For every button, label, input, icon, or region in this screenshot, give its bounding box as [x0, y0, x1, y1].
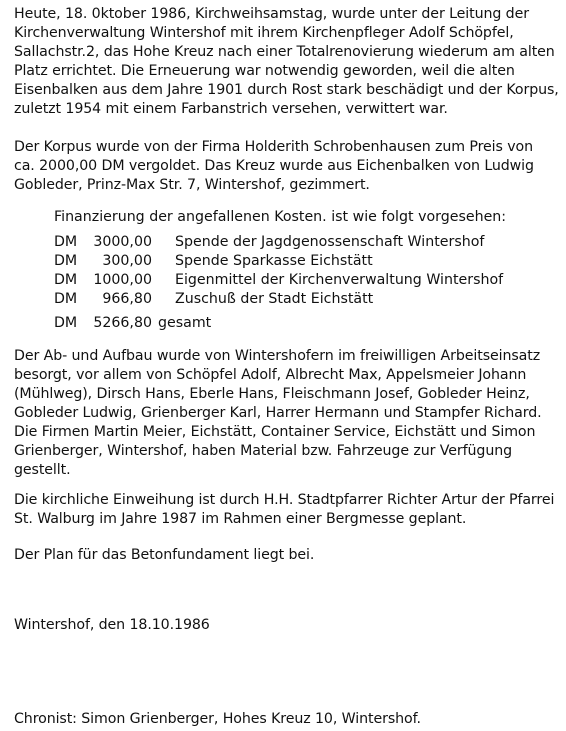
financing-row [54, 271, 554, 290]
paragraph-consecration: Die kirchliche Einweihung ist durch H.H. Stadtpfarrer Richter Artur der Pfarrei St. Walburg im Jahre 1987 im Rahmen einer Bergmesse geplant. [14, 492, 555, 527]
financing-row [54, 252, 554, 271]
financing-currency: DM [54, 291, 78, 307]
financing-amount: 300,00 [102, 253, 152, 269]
paragraph-volunteers: Der Ab- und Aufbau wurde von Wintershofern im freiwilligen Arbeitseinsatz besorgt, vor allem von Schöpfel Adolf, Albrecht Max, Appelsmeier Johann (Mühlweg), Dirsch Hans, Eberle Hans, Fleischmann Josef, Gobleder Heinz, Gobleder Ludwig, Grienberger Karl, Harrer Hermann und Stampfer Richard. Die Firmen Martin Meier, Eichstätt, Container Service, Eichstätt und Simon Grienberger, Wintershof, haben Material bzw. Fahrzeuge zur Verfügung gestellt. [14, 348, 542, 478]
financing-heading: Finanzierung der angefallenen Kosten. ist wie folgt vorgesehen: [54, 209, 507, 225]
financing-section [54, 208, 554, 333]
financing-description: Eigenmittel der Kirchenverwaltung Wintershof [175, 272, 504, 288]
financing-amount: 1000,00 [93, 272, 152, 288]
financing-currency: DM [54, 253, 78, 269]
financing-currency: DM [54, 272, 78, 288]
financing-row [54, 233, 554, 252]
financing-amount: 3000,00 [93, 234, 152, 250]
financing-description: Spende Sparkasse Eichstätt [175, 253, 373, 269]
financing-total-label: gesamt [158, 315, 212, 331]
paragraph-korpus: Der Korpus wurde von der Firma Holderith Schrobenhausen zum Preis von ca. 2000,00 DM vergoldet. Das Kreuz wurde aus Eichenbalken von Ludwig Gobleder, Prinz-Max Str. 7, Wintershof, gezimmert. [14, 139, 534, 193]
financing-total-currency: DM [54, 315, 78, 331]
financing-total-row [54, 314, 554, 333]
financing-description: Spende der Jagdgenossenschaft Wintershof [175, 234, 485, 250]
chronicler-signature: Chronist: Simon Grienberger, Hohes Kreuz 10, Wintershof. [14, 711, 421, 727]
financing-description: Zuschuß der Stadt Eichstätt [175, 291, 374, 307]
paragraph-renovation: Heute, 18. 0ktober 1986, Kirchweihsamstag, wurde unter der Leitung der Kirchenverwaltung Wintershof mit ihrem Kirchenpfleger Adolf Schöpfel, Sallachstr.2, das Hohe Kreuz nach einer Totalrenovierung wiederum am alten Platz errichtet. Die Erneuerung war notwendig geworden, weil die alten Eisenbalken aus dem Jahre 1901 durch Rost stark beschädigt und der Korpus, zuletzt 1954 mit einem Farbanstrich versehen, verwittert war. [14, 6, 559, 117]
financing-currency: DM [54, 234, 78, 250]
place-date: Wintershof, den 18.10.1986 [14, 617, 210, 633]
financing-total-amount: 5266,80 [93, 315, 152, 331]
paragraph-plan: Der Plan für das Betonfundament liegt bei. [14, 547, 315, 563]
financing-amount: 966,80 [102, 291, 152, 307]
financing-row [54, 290, 554, 309]
